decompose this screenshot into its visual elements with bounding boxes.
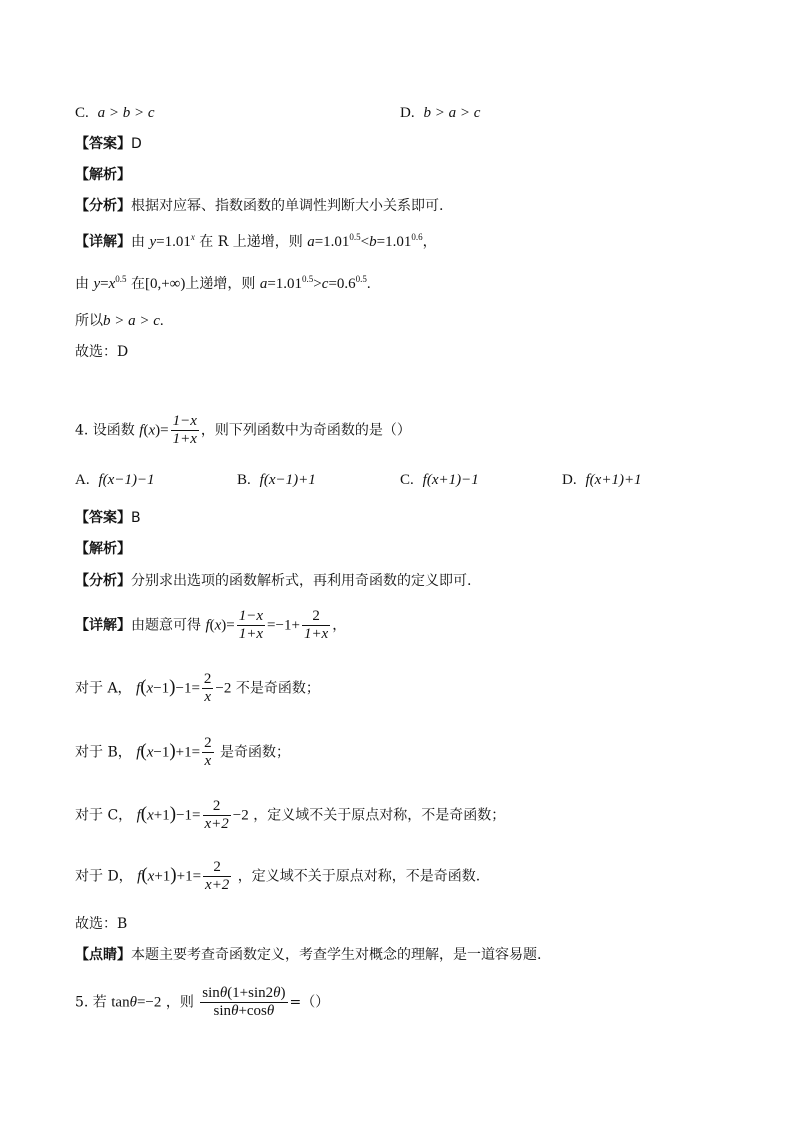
- q4-xiangjie: 【详解】由题意可得 f(x)= $\frac{1-x}{1+x}$ =−1+ $\frac{2}{1+x}$ ，: [75, 608, 347, 642]
- fraction: $\frac{1-x}{1+x}$: [172, 413, 197, 447]
- q4-case-b: 对于 B， f(x−1)+1= $\frac{2}{x}$ 是奇函数；: [75, 735, 291, 769]
- q4-option-a: A. f(x−1)−1: [75, 472, 155, 488]
- q3-xiangjie-line2: 由 $y=x^{0.5}$ 在[0,+∞)上递增，则 $a=1.01^{0.5}>c=0.6^{0.5}$.: [75, 274, 371, 292]
- q4-case-a: 对于 A， f(x−1)−1= $\frac{2}{x}$ −2 不是奇函数；: [75, 671, 320, 705]
- q4-fenxi: 【分析】分别求出选项的函数解析式，再利用奇函数的定义即可.: [75, 573, 472, 589]
- q3-choose: 故选：D: [75, 344, 129, 360]
- q3-answer: [75, 135, 142, 153]
- q4-option-b: B. f(x−1)+1: [237, 472, 316, 488]
- q3-fenxi: 【分析】根据对应幂、指数函数的单调性判断大小关系即可.: [75, 198, 444, 214]
- q4-case-d: 对于 D， f(x+1)+1= $\frac{2}{x+2}$ ，定义域不关于原点对称，不是奇函数.: [75, 859, 481, 893]
- q4-option-c: C. f(x+1)−1: [400, 472, 479, 488]
- q5-stem: 5. 若 tanθ=−2 ，则 $\frac{\sin\theta(1+\sin 2\theta)}{\sin\theta+\cos\theta}$ =（）: [75, 985, 330, 1019]
- q3-xiangjie-line1: 【详解】由 $y=1.01^x$ 在 R 上递增，则 $a=1.01^{0.5}<b=1.01^{0.6}$，: [75, 232, 437, 250]
- option-label: D.: [400, 105, 415, 121]
- q4-case-c: 对于 C， f(x+1)−1= $\frac{2}{x+2}$ −2 ，定义域不关于原点对称，不是奇函数；: [75, 798, 506, 832]
- q4-answer: 【答案】B: [75, 510, 141, 526]
- option-expr: b > a > c: [423, 105, 481, 121]
- q4-choose: 故选：B: [75, 916, 128, 932]
- q4-dianjing: 【点睛】本题主要考查奇函数定义，考查学生对概念的理解，是一道容易题.: [75, 947, 542, 963]
- q3-option-d: [400, 104, 480, 122]
- q4-stem: 4. 设函数 f(x)= $\frac{1-x}{1+x}$ ，则下列函数中为奇函数的是（）: [75, 413, 411, 447]
- q3-conclusion: 所以b > a > c.: [75, 313, 164, 329]
- answer-tag: 【答案】: [75, 136, 131, 152]
- answer-value: D: [131, 136, 142, 152]
- option-label: C.: [75, 105, 89, 121]
- fraction: $\frac{\sin\theta(1+\sin 2\theta)}{\sin\theta+\cos\theta}$: [202, 985, 286, 1019]
- option-expr: a > b > c: [97, 105, 155, 121]
- q3-option-c: [75, 104, 155, 122]
- q4-analysis-heading: 【解析】: [75, 541, 131, 557]
- q4-option-d: D. f(x+1)+1: [562, 472, 642, 488]
- math-expr: y: [149, 234, 157, 250]
- q3-analysis-heading: 【解析】: [75, 167, 131, 183]
